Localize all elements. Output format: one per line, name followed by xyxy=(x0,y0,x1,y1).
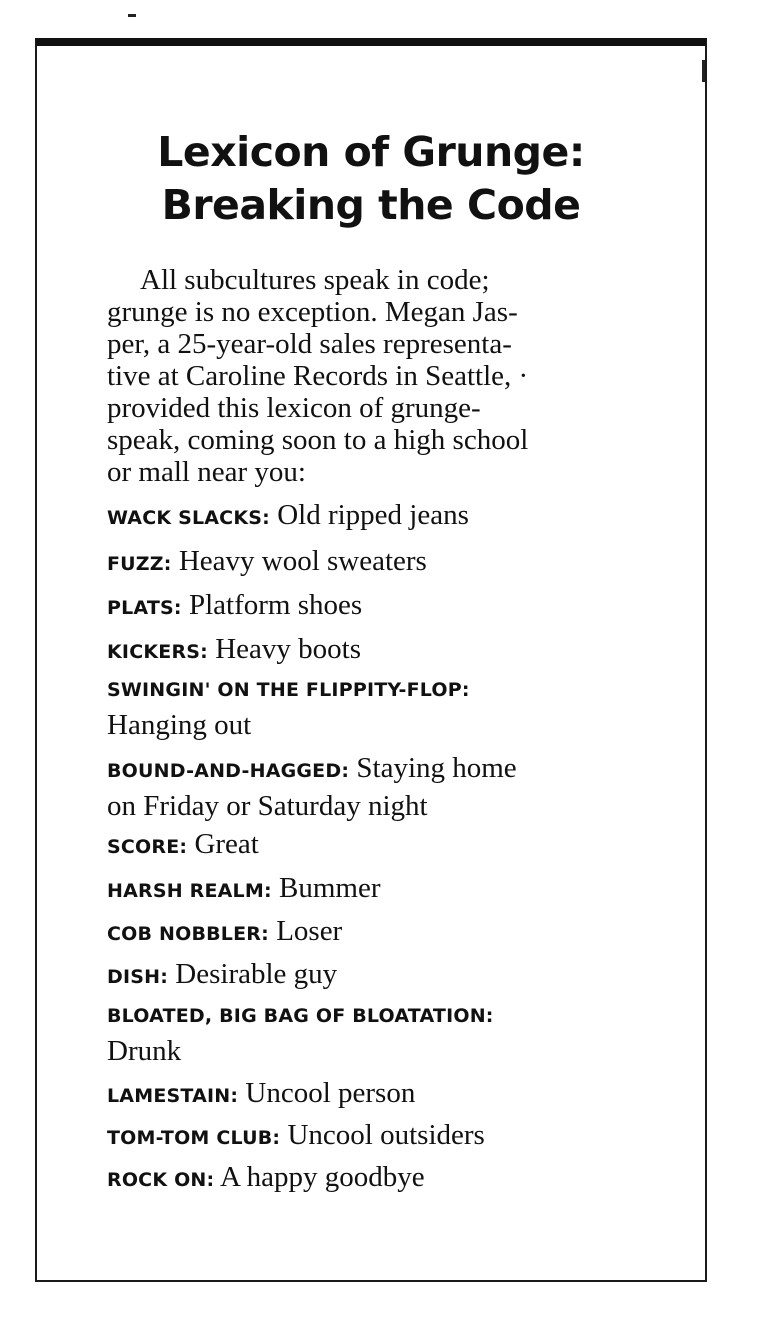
title-line: Lexicon of Grunge: xyxy=(157,128,585,176)
entry-definition: Old ripped jeans xyxy=(277,499,469,531)
title-line: Breaking the Code xyxy=(161,181,581,229)
entry-term: SCORE: xyxy=(107,836,188,858)
entry-term: FUZZ: xyxy=(107,553,172,575)
entry-definition: Bummer xyxy=(279,872,381,904)
entry-definition: Platform shoes xyxy=(188,589,363,621)
lexicon-entry xyxy=(107,673,677,743)
entry-term: TOM-TOM CLUB: xyxy=(107,1127,281,1149)
lexicon-entry xyxy=(107,957,677,995)
sidebar-box xyxy=(35,38,707,1282)
lexicon-entry xyxy=(107,1160,677,1198)
entry-definition: Uncool outsiders xyxy=(287,1119,485,1151)
entry-term: WACK SLACKS: xyxy=(107,507,270,529)
intro-line: All subcultures speak in code; xyxy=(140,264,490,296)
entry-term: HARSH REALM: xyxy=(107,880,272,902)
entry-term: PLATS: xyxy=(107,597,182,619)
lexicon-entry xyxy=(107,1076,677,1114)
entry-term: DISH: xyxy=(107,966,169,988)
lexicon-entry xyxy=(107,544,677,582)
article-title xyxy=(37,126,705,232)
entry-definition: Staying home xyxy=(356,752,517,784)
lexicon-entry xyxy=(107,1118,677,1156)
entry-definition: Great xyxy=(194,828,259,860)
intro-line: grunge is no exception. Megan Jas- xyxy=(107,296,518,328)
entry-term: LAMESTAIN: xyxy=(107,1085,239,1107)
entry-definition: Desirable guy xyxy=(175,958,338,990)
lexicon-entry xyxy=(107,498,677,536)
entry-definition: Heavy boots xyxy=(215,633,361,665)
entry-term: BLOATED, BIG BAG OF BLOATATION: xyxy=(107,1005,494,1027)
entry-definition: Loser xyxy=(276,915,343,947)
intro-line: or mall near you: xyxy=(107,456,306,488)
lexicon-entry xyxy=(107,999,677,1069)
lexicon-entry xyxy=(107,632,677,670)
lexicon-entry xyxy=(107,751,677,824)
intro-line: tive at Caroline Records in Seattle, · xyxy=(107,360,529,392)
lexicon-entry xyxy=(107,827,677,865)
print-speck xyxy=(128,14,136,17)
intro-line: provided this lexicon of grunge- xyxy=(107,392,481,424)
entry-term: KICKERS: xyxy=(107,641,208,663)
entry-definition: Drunk xyxy=(107,1035,182,1067)
intro-line: speak, coming soon to a high school xyxy=(107,424,529,456)
entry-definition: A happy goodbye xyxy=(219,1161,425,1193)
entry-definition: Uncool person xyxy=(245,1077,416,1109)
intro-line: per, a 25-year-old sales representa- xyxy=(107,328,512,360)
lexicon-entry xyxy=(107,914,677,952)
intro-paragraph xyxy=(107,264,667,488)
entry-definition: Heavy wool sweaters xyxy=(178,545,427,577)
entry-definition: Hanging out xyxy=(107,709,252,741)
lexicon-entry xyxy=(107,871,677,909)
lexicon-entry xyxy=(107,588,677,626)
entry-term: ROCK ON: xyxy=(107,1169,215,1191)
entry-term: COB NOBBLER: xyxy=(107,923,269,945)
entry-term: BOUND-AND-HAGGED: xyxy=(107,760,350,782)
entry-definition-cont: on Friday or Saturday night xyxy=(107,790,428,822)
entry-term: SWINGIN' ON THE FLIPPITY-FLOP: xyxy=(107,679,470,701)
